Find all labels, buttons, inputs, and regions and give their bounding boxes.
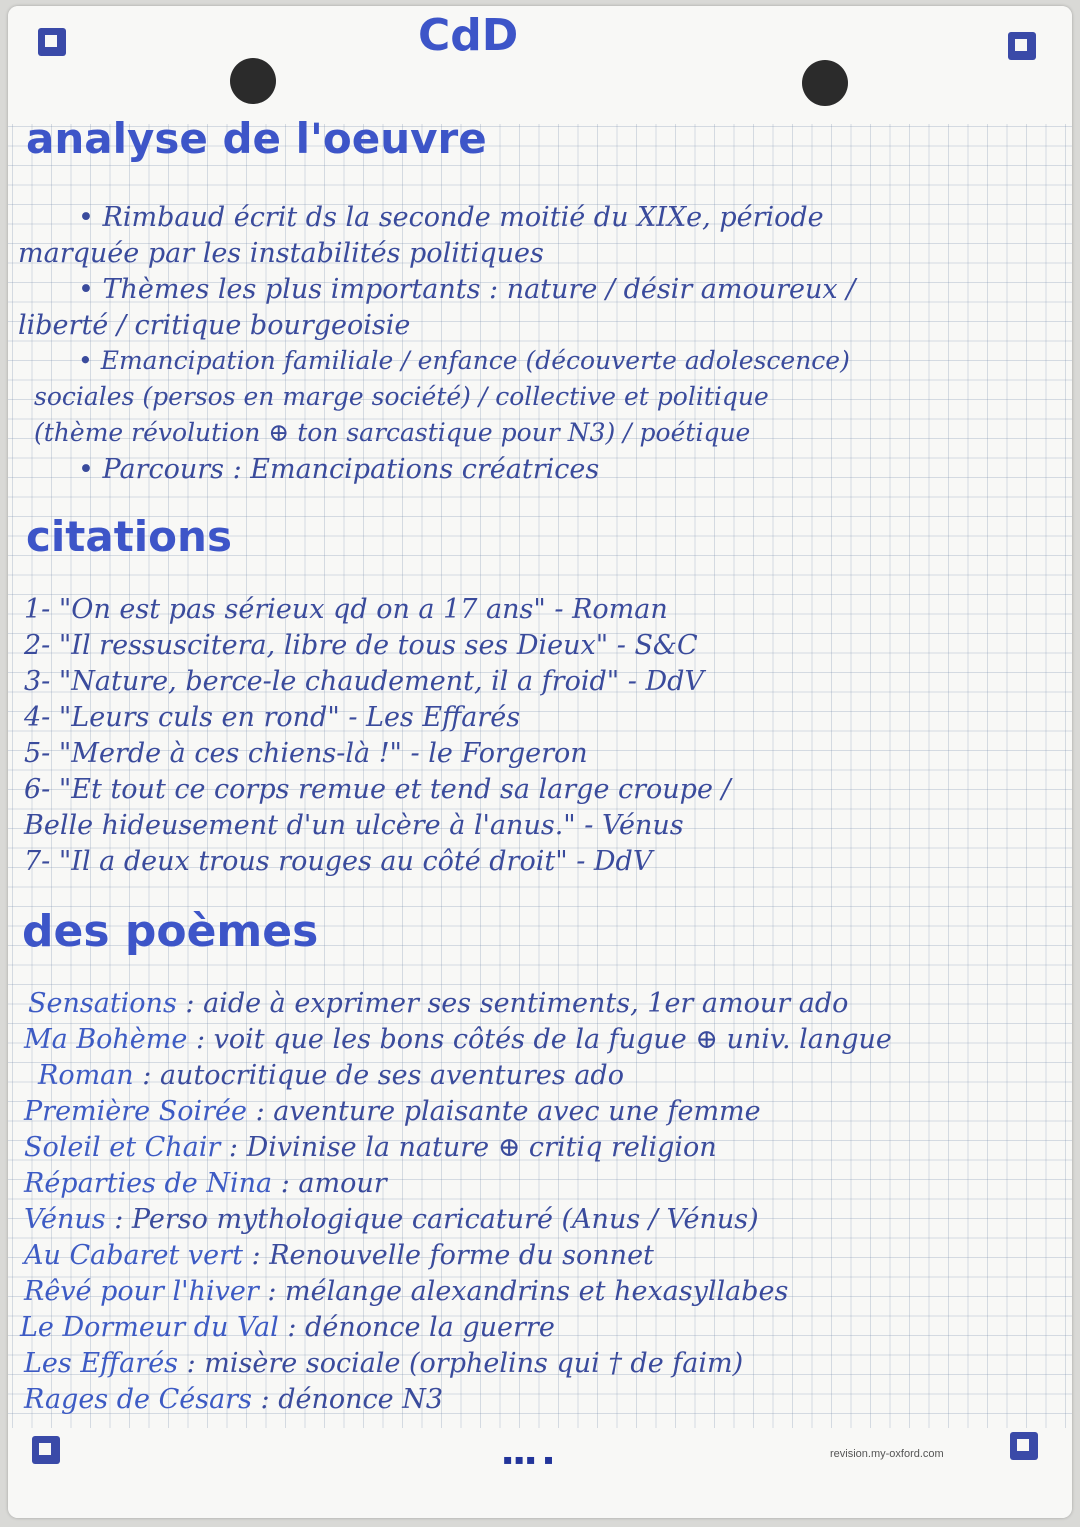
poem-desc: : mélange alexandrins et hexasyllabes [267,1276,789,1307]
poem-item [28,988,848,1019]
poem-item [24,1240,654,1271]
analyse-line: • Parcours : Emancipations créatrices [78,454,600,485]
poem-name: Sensations [28,988,177,1019]
poem-item [24,1024,892,1055]
poem-name: Au Cabaret vert [24,1240,243,1271]
poem-desc: : amour [280,1168,387,1199]
poem-name: Rêvé pour l'hiver [24,1276,259,1307]
analyse-line: • Emancipation familiale / enfance (découverte adolescence) [78,346,850,375]
poem-item [24,1384,443,1415]
citation-line: Belle hideusement d'un ulcère à l'anus." - Vénus [24,810,684,841]
poem-item [24,1096,761,1127]
page-header-band [8,6,1072,124]
poem-desc: : voit que les bons côtés de la fugue ⊕ univ. langue [195,1024,892,1055]
analyse-line: (thème révolution ⊕ ton sarcastique pour N3) / poétique [34,418,751,447]
citation-line: 6- "Et tout ce corps remue et tend sa large croupe / [24,774,731,805]
poem-name: Les Effarés [24,1348,179,1379]
poem-desc: : dénonce la guerre [287,1312,555,1343]
corner-mark-bottom-left-icon [32,1436,60,1464]
poem-desc: : aventure plaisante avec une femme [255,1096,761,1127]
poem-item [24,1276,788,1307]
poem-item [24,1132,717,1163]
citation-line: 2- "Il ressuscitera, libre de tous ses Dieux" - S&C [24,630,698,661]
poem-name: Vénus [24,1204,106,1235]
poem-item [24,1204,759,1235]
section-title-analyse: analyse de l'oeuvre [26,114,487,163]
citation-line: 1- "On est pas sérieux qd on a 17 ans" - Roman [24,594,668,625]
analyse-line: • Thèmes les plus importants : nature / désir amoureux / [78,274,856,305]
poem-desc: : misère sociale (orphelins qui † de faim) [186,1348,744,1379]
binder-hole-left [230,58,276,104]
poem-desc: : aide à exprimer ses sentiments, 1er amour ado [185,988,849,1019]
poem-name: Roman [38,1060,134,1091]
page-footer-band [8,1428,1072,1518]
poem-name: Ma Bohème [24,1024,188,1055]
citation-line: 7- "Il a deux trous rouges au côté droit" - DdV [24,846,653,877]
binder-hole-right [802,60,848,106]
poem-desc: : Perso mythologique caricaturé (Anus / Vénus) [114,1204,759,1235]
poem-name: Rages de Césars [24,1384,252,1415]
poem-name: Première Soirée [24,1096,247,1127]
citation-line: 5- "Merde à ces chiens-là !" - le Forgeron [24,738,588,769]
poem-desc: : Renouvelle forme du sonnet [251,1240,654,1271]
footer-site: revision.my-oxford.com [830,1448,944,1460]
section-title-citations: citations [26,512,232,561]
poem-name: Soleil et Chair [24,1132,221,1163]
poem-name: Réparties de Nina [24,1168,273,1199]
citation-line: 3- "Nature, berce-le chaudement, il a froid" - DdV [24,666,704,697]
poem-desc: : Divinise la nature ⊕ critiq religion [228,1132,717,1163]
poem-name: Le Dormeur du Val [20,1312,279,1343]
analyse-line: • Rimbaud écrit ds la seconde moitié du XIXe, période [78,202,824,233]
section-title-poemes: des poèmes [22,906,319,957]
poem-desc: : autocritique de ses aventures ado [142,1060,624,1091]
analyse-line: liberté / critique bourgeoisie [18,310,411,341]
poem-item [38,1060,624,1091]
page-title: CdD [418,10,519,61]
poem-item [20,1312,555,1343]
corner-mark-bottom-right-icon [1010,1432,1038,1460]
corner-mark-top-right-icon [1008,32,1036,60]
footer-marks: ▪▪▪ ▪ [503,1452,556,1468]
citation-line: 4- "Leurs culs en rond" - Les Effarés [24,702,521,733]
poem-desc: : dénonce N3 [260,1384,444,1415]
poem-item [24,1168,387,1199]
analyse-line: sociales (persos en marge société) / collective et politique [34,382,769,411]
corner-mark-top-left-icon [38,28,66,56]
analyse-line: marquée par les instabilités politiques [18,238,544,269]
poem-item [24,1348,743,1379]
notebook-page [8,6,1072,1518]
